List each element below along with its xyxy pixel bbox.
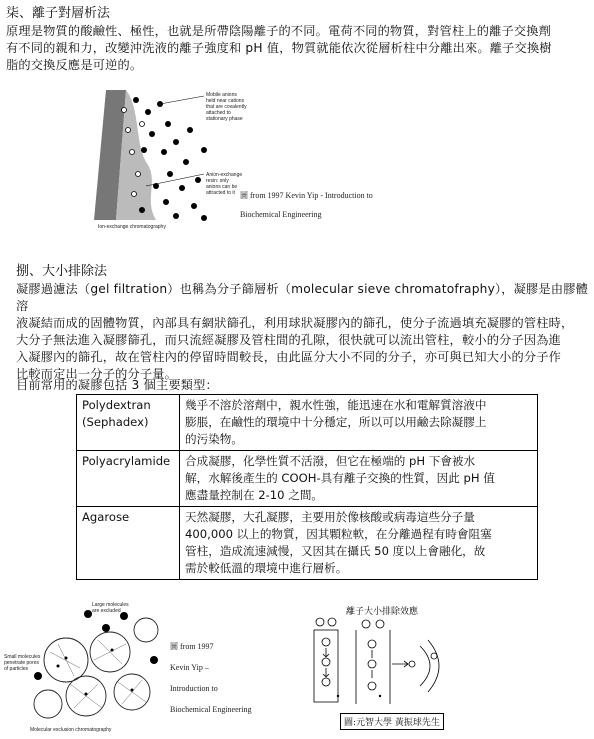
- gel-types-table: [76, 394, 538, 580]
- paragraph-line: 液凝結而成的固體物質，內部具有網狀篩孔，利用球狀凝膠內的篩孔，使分子流過填充凝膠的管柱時，: [16, 316, 574, 330]
- table-row: [77, 507, 538, 580]
- gel-desc-cell: 合成凝膠，化學性質不活潑，但它在極端的 pH 下會被水 解，水解後產生的 COOH-具有離子交換的性質，因此 pH 值 應盡量控制在 2-10 之間。: [180, 451, 538, 507]
- table-row: [77, 395, 538, 451]
- gel-name-cell: Polydextran (Sephadex): [77, 395, 180, 451]
- gel-desc-cell: 幾乎不溶於溶劑中，親水性強，能迅速在水和電解質溶液中 膨脹，在鹼性的環境中十分穩定，所以可以用鹼去除凝膠上 的污染物。: [180, 395, 538, 451]
- size-exclusion-diagram-title: 離子大小排除效應: [346, 607, 419, 617]
- paragraph-line: 大分子無法進入凝膠篩孔，而只流經凝膠及管柱間的孔隙，很快就可以流出管柱，較小的分子因為進: [16, 333, 562, 347]
- ion-exchange-bottom-label: Ion-exchange chromatography: [98, 224, 166, 230]
- section-heading-ion-pair: 柒、離子對層析法: [6, 6, 111, 21]
- molecular-exclusion-bottom-label: Molecular exclusion chromatography: [30, 727, 112, 733]
- table-intro: 目前常用的凝膠包括 3 個主要類型：: [16, 378, 218, 392]
- gel-desc-cell: 天然凝膠，大孔凝膠，主要用於像核酸或病毒這些分子量 400,000 以上的物質，因其顆粒軟，在分離過程有時會阻塞 管柱，造成流速減慢，又因其在攝氏 50 度以上會融化，故 需於較低溫的環境中進行層析。: [180, 507, 538, 580]
- paragraph-line: 原理是物質的酸鹼性、極性，也就是所帶陰陽離子的不同。電荷不同的物質，對管柱上的離子交換劑: [6, 24, 552, 38]
- paragraph-ion-pair: [6, 23, 552, 74]
- small-molecules-label: Small molecules penetrate pores of particles: [4, 654, 41, 672]
- size-exclusion-diagram-caption: 圖:元智大學 黃振球先生: [340, 713, 444, 730]
- paragraph-size-exclusion: [16, 281, 594, 383]
- large-molecules-label: Large molecules are excluded: [92, 602, 129, 614]
- gel-name-cell: Agarose: [77, 507, 180, 580]
- section-heading-size-exclusion: 捌、大小排除法: [16, 264, 108, 279]
- paragraph-line: 有不同的親和力，改變沖洗液的離子強度和 pH 值，物質就能依次從層析柱中分離出來。離子交換樹: [6, 41, 552, 55]
- molecular-exclusion-caption: 圖 from 1997 Kevin Yip – Introduction to Biochemical Engineering: [170, 642, 252, 714]
- paragraph-line: 凝膠過濾法（gel filtration）也稱為分子篩層析（molecular sieve chromatofraphy），凝膠是由膠體溶: [16, 282, 588, 313]
- molecular-exclusion-figure: [28, 600, 168, 724]
- paragraph-line: 入凝膠內的篩孔，故在管柱內的停留時間較長，由此區分大小不同的分子，亦可與已知大小的分子作: [16, 350, 562, 364]
- resin-label: Anion-exchange resin: only anions can be attracted to it: [206, 172, 243, 196]
- mobile-anions-label: Mobile anions held near cations that are covalently attached to stationary phase: [206, 92, 247, 122]
- ion-exchange-caption: 圖 from 1997 Kevin Yip - Introduction to Biochemical Engineering: [240, 191, 373, 219]
- gel-name-cell: Polyacrylamide: [77, 451, 180, 507]
- table-row: [77, 451, 538, 507]
- size-exclusion-diagram: [310, 616, 470, 716]
- paragraph-line: 比較而定出一分子的分子量。: [16, 367, 178, 381]
- paragraph-line: 脂的交換反應是可逆的。: [6, 58, 143, 72]
